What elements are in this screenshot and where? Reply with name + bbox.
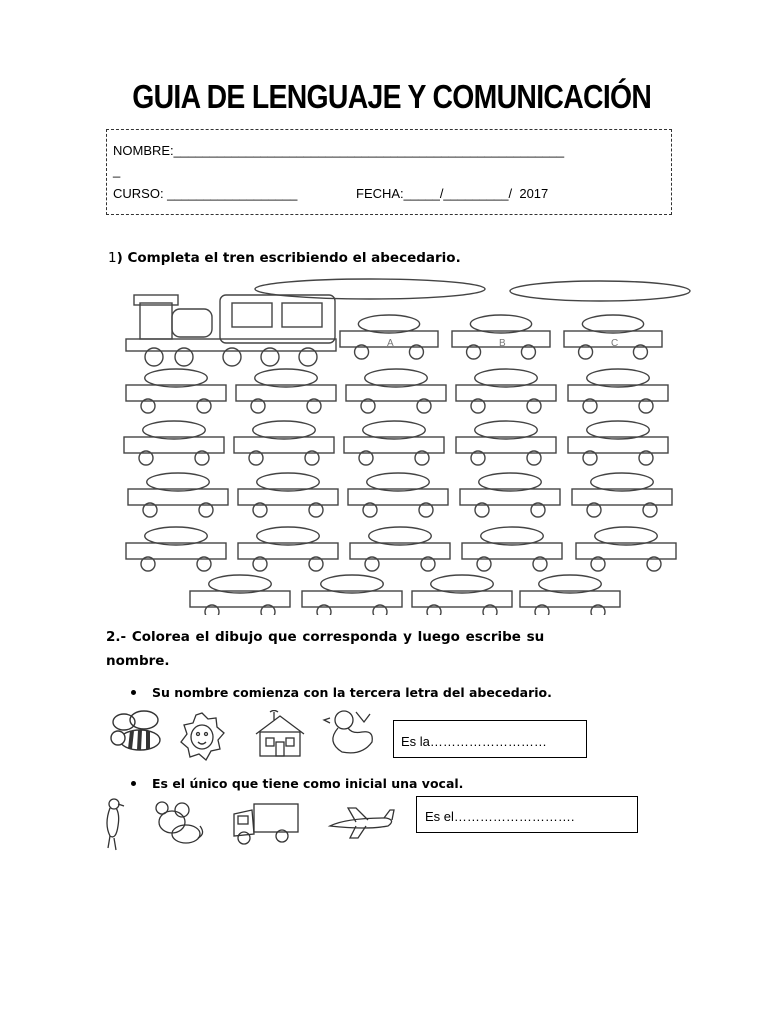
- bullet-2-text: Es el único que tiene como inicial una vocal.: [152, 776, 464, 791]
- train-wagon: [348, 473, 448, 517]
- airplane-icon[interactable]: [326, 806, 398, 840]
- train-wagon: [520, 575, 620, 615]
- course-field[interactable]: CURSO: __________________: [113, 186, 298, 201]
- question-2-line-1: 2.- Colorea el dibujo que corresponda y luego escribe su: [106, 629, 545, 645]
- train-wagon: [344, 421, 444, 465]
- train-wagon: [126, 369, 226, 413]
- train-wagon: [412, 575, 512, 615]
- train-wagon: [462, 527, 562, 571]
- train-wagon: [456, 421, 556, 465]
- mouse-icon[interactable]: [150, 800, 208, 846]
- question-2-line-2: nombre.: [106, 653, 170, 669]
- bee-icon[interactable]: [108, 708, 166, 760]
- train-wagon: [576, 527, 676, 571]
- train-letter: A: [387, 338, 394, 349]
- lion-icon[interactable]: [178, 710, 226, 764]
- answer-prompt-2: Es el……………………….: [425, 809, 575, 824]
- page-title: GUIA DE LENGUAJE Y COMUNICACIÓN: [132, 78, 652, 115]
- train-wagon: [568, 369, 668, 413]
- answer-prompt-1: Es la………………………: [401, 734, 547, 749]
- train-wagon: [340, 315, 438, 359]
- question-1: [108, 250, 461, 266]
- train-wagon: [456, 369, 556, 413]
- alphabet-train-illustration: [120, 275, 712, 615]
- date-field[interactable]: FECHA:_____/_________/ 2017: [356, 186, 549, 201]
- train-letter: B: [499, 338, 506, 349]
- bird-icon[interactable]: [98, 796, 128, 854]
- train-wagon: [128, 473, 228, 517]
- truck-icon[interactable]: [230, 800, 302, 846]
- house-icon[interactable]: [250, 710, 308, 760]
- train-wagon: [236, 369, 336, 413]
- train-wagon: [190, 575, 290, 615]
- train-wagon: [572, 473, 672, 517]
- train-wagon: [350, 527, 450, 571]
- train-wagon: [234, 421, 334, 465]
- train-wagon: [124, 421, 224, 465]
- train-wagon: [126, 527, 226, 571]
- train-wagon: [302, 575, 402, 615]
- train-wagon: [238, 473, 338, 517]
- train-letter: C: [611, 338, 619, 349]
- train-wagon: [564, 315, 662, 359]
- name-field[interactable]: NOMBRE:______________________________________________________: [113, 143, 565, 158]
- train-wagon: [452, 315, 550, 359]
- train-wagon: [238, 527, 338, 571]
- question-1-number: 1: [108, 250, 117, 266]
- question-1-text: ) Completa el tren escribiendo el abecedario.: [116, 250, 461, 266]
- train-wagon: [460, 473, 560, 517]
- bullet-1-text: Su nombre comienza con la tercera letra del abecedario.: [152, 685, 552, 700]
- name-field-overflow: _: [113, 163, 121, 178]
- train-wagon: [568, 421, 668, 465]
- duck-icon[interactable]: [322, 708, 378, 758]
- locomotive-icon: [126, 279, 690, 366]
- train-wagon: [346, 369, 446, 413]
- student-info-box: [106, 129, 672, 215]
